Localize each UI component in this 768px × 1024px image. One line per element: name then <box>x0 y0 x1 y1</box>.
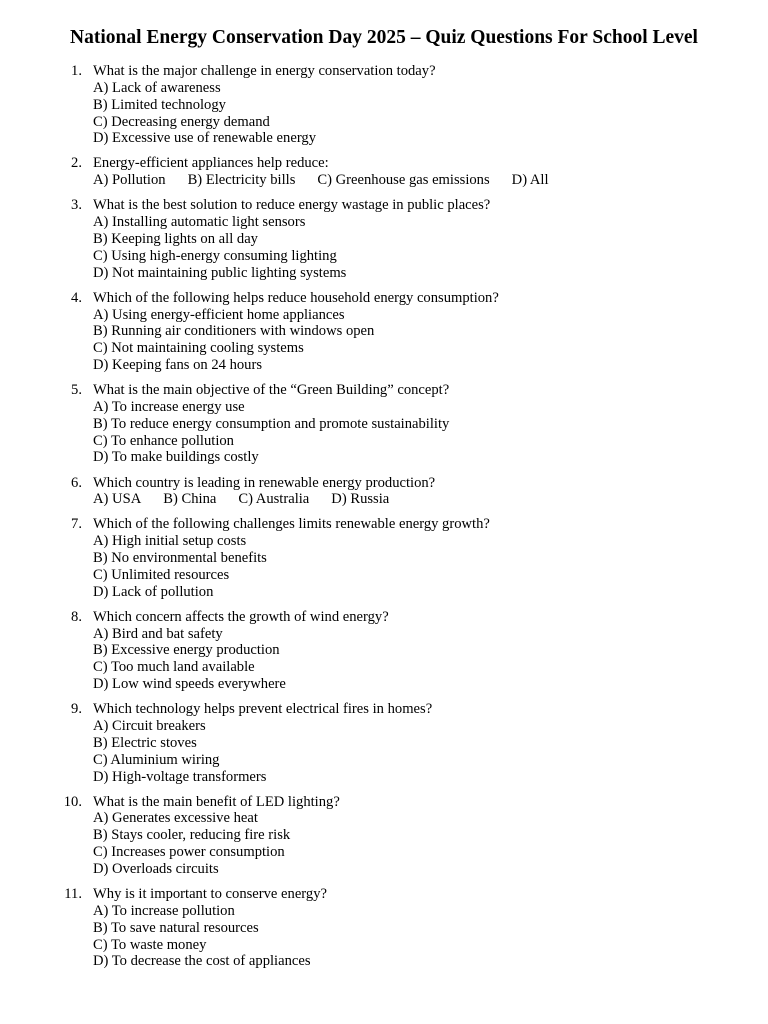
option-list <box>0 810 768 877</box>
question-number: 4. <box>71 289 82 306</box>
question-number: 8. <box>71 608 82 625</box>
question-item <box>0 155 768 189</box>
question-item <box>0 475 768 509</box>
option-a: A) To increase pollution <box>93 902 235 919</box>
option-d: D) Low wind speeds everywhere <box>93 676 286 693</box>
question-number: 1. <box>71 63 82 79</box>
option-b: B) Stays cooler, reducing fire risk <box>93 827 291 844</box>
question-text: What is the major challenge in energy conservation today? <box>93 63 436 79</box>
option-a: A) Lack of awareness <box>93 79 221 96</box>
question-number: 6. <box>71 474 82 491</box>
question-number: 11. <box>64 886 82 902</box>
question-text: Energy-efficient appliances help reduce: <box>93 155 329 172</box>
question-item <box>0 382 768 466</box>
option-list <box>0 718 768 785</box>
option-a: A) Pollution <box>93 172 166 189</box>
option-list <box>0 399 768 466</box>
question-text: Which of the following challenges limits renewable energy growth? <box>93 516 490 533</box>
question-text: Why is it important to conserve energy? <box>93 886 327 902</box>
option-list <box>0 626 768 693</box>
question-text: Which of the following helps reduce household energy consumption? <box>93 289 499 306</box>
question-item <box>0 516 768 600</box>
question-list <box>0 63 768 978</box>
option-a: A) High initial setup costs <box>93 533 247 550</box>
option-c: C) Decreasing energy demand <box>93 113 270 130</box>
option-b: B) To reduce energy consumption and promote sustainability <box>93 415 450 432</box>
option-a: A) Using energy-efficient home appliances <box>93 306 345 323</box>
option-a: A) Bird and bat safety <box>93 625 223 642</box>
option-d: D) Excessive use of renewable energy <box>93 130 317 147</box>
question-item <box>0 886 768 970</box>
question-number: 9. <box>71 701 82 718</box>
option-d: D) To make buildings costly <box>93 449 259 466</box>
option-list <box>0 491 768 508</box>
option-c: C) Not maintaining cooling systems <box>93 340 304 357</box>
option-list <box>0 172 768 189</box>
option-d: D) To decrease the cost of appliances <box>93 953 311 970</box>
page-title: National Energy Conservation Day 2025 – Quiz Questions For School Level <box>70 27 698 48</box>
option-b: B) Excessive energy production <box>93 642 280 659</box>
option-b: B) No environmental benefits <box>93 550 267 567</box>
option-d: D) Overloads circuits <box>93 860 219 877</box>
option-b: B) China <box>163 491 217 508</box>
option-d: D) High-voltage transformers <box>93 768 267 785</box>
option-c: C) Unlimited resources <box>93 566 230 583</box>
option-c: C) Too much land available <box>93 659 255 676</box>
question-item <box>0 197 768 281</box>
option-d: D) Keeping fans on 24 hours <box>93 357 263 374</box>
option-c: C) Using high-energy consuming lighting <box>93 247 337 264</box>
option-b: B) Running air conditioners with windows open <box>93 323 375 340</box>
question-number: 5. <box>71 382 82 399</box>
option-b: B) Keeping lights on all day <box>93 230 258 247</box>
question-number: 10. <box>63 793 82 810</box>
question-text: Which technology helps prevent electrical fires in homes? <box>93 701 433 718</box>
option-c: C) Aluminium wiring <box>93 751 220 768</box>
question-item <box>0 609 768 693</box>
option-c: C) Greenhouse gas emissions <box>317 172 490 189</box>
option-list <box>0 307 768 374</box>
option-a: A) To increase energy use <box>93 398 245 415</box>
option-c: C) To waste money <box>93 936 207 953</box>
option-list <box>0 214 768 281</box>
question-text: Which concern affects the growth of wind energy? <box>93 608 389 625</box>
option-d: D) Russia <box>331 491 390 508</box>
question-item <box>0 794 768 878</box>
option-a: A) Circuit breakers <box>93 718 206 735</box>
option-c: C) Increases power consumption <box>93 844 285 861</box>
option-list <box>0 903 768 970</box>
question-item <box>0 63 768 147</box>
option-b: B) Electricity bills <box>187 172 296 189</box>
question-item <box>0 290 768 374</box>
option-a: A) Installing automatic light sensors <box>93 214 306 231</box>
option-a: A) Generates excessive heat <box>93 810 258 827</box>
option-c: C) To enhance pollution <box>93 432 234 449</box>
question-number: 2. <box>71 155 82 172</box>
option-a: A) USA <box>93 491 142 508</box>
question-text: What is the main benefit of LED lighting? <box>93 793 340 810</box>
question-text: Which country is leading in renewable energy production? <box>93 474 436 491</box>
option-c: C) Australia <box>238 491 310 508</box>
question-text: What is the main objective of the “Green Building” concept? <box>93 382 450 399</box>
option-b: B) To save natural resources <box>93 919 259 936</box>
option-b: B) Electric stoves <box>93 734 197 751</box>
option-list <box>0 533 768 600</box>
option-d: D) All <box>511 172 549 189</box>
option-b: B) Limited technology <box>93 96 226 113</box>
question-number: 3. <box>71 197 82 214</box>
question-number: 7. <box>71 516 82 533</box>
option-d: D) Not maintaining public lighting systems <box>93 264 347 281</box>
question-item <box>0 701 768 785</box>
question-text: What is the best solution to reduce energy wastage in public places? <box>93 197 491 214</box>
option-list <box>0 80 768 147</box>
option-d: D) Lack of pollution <box>93 583 214 600</box>
